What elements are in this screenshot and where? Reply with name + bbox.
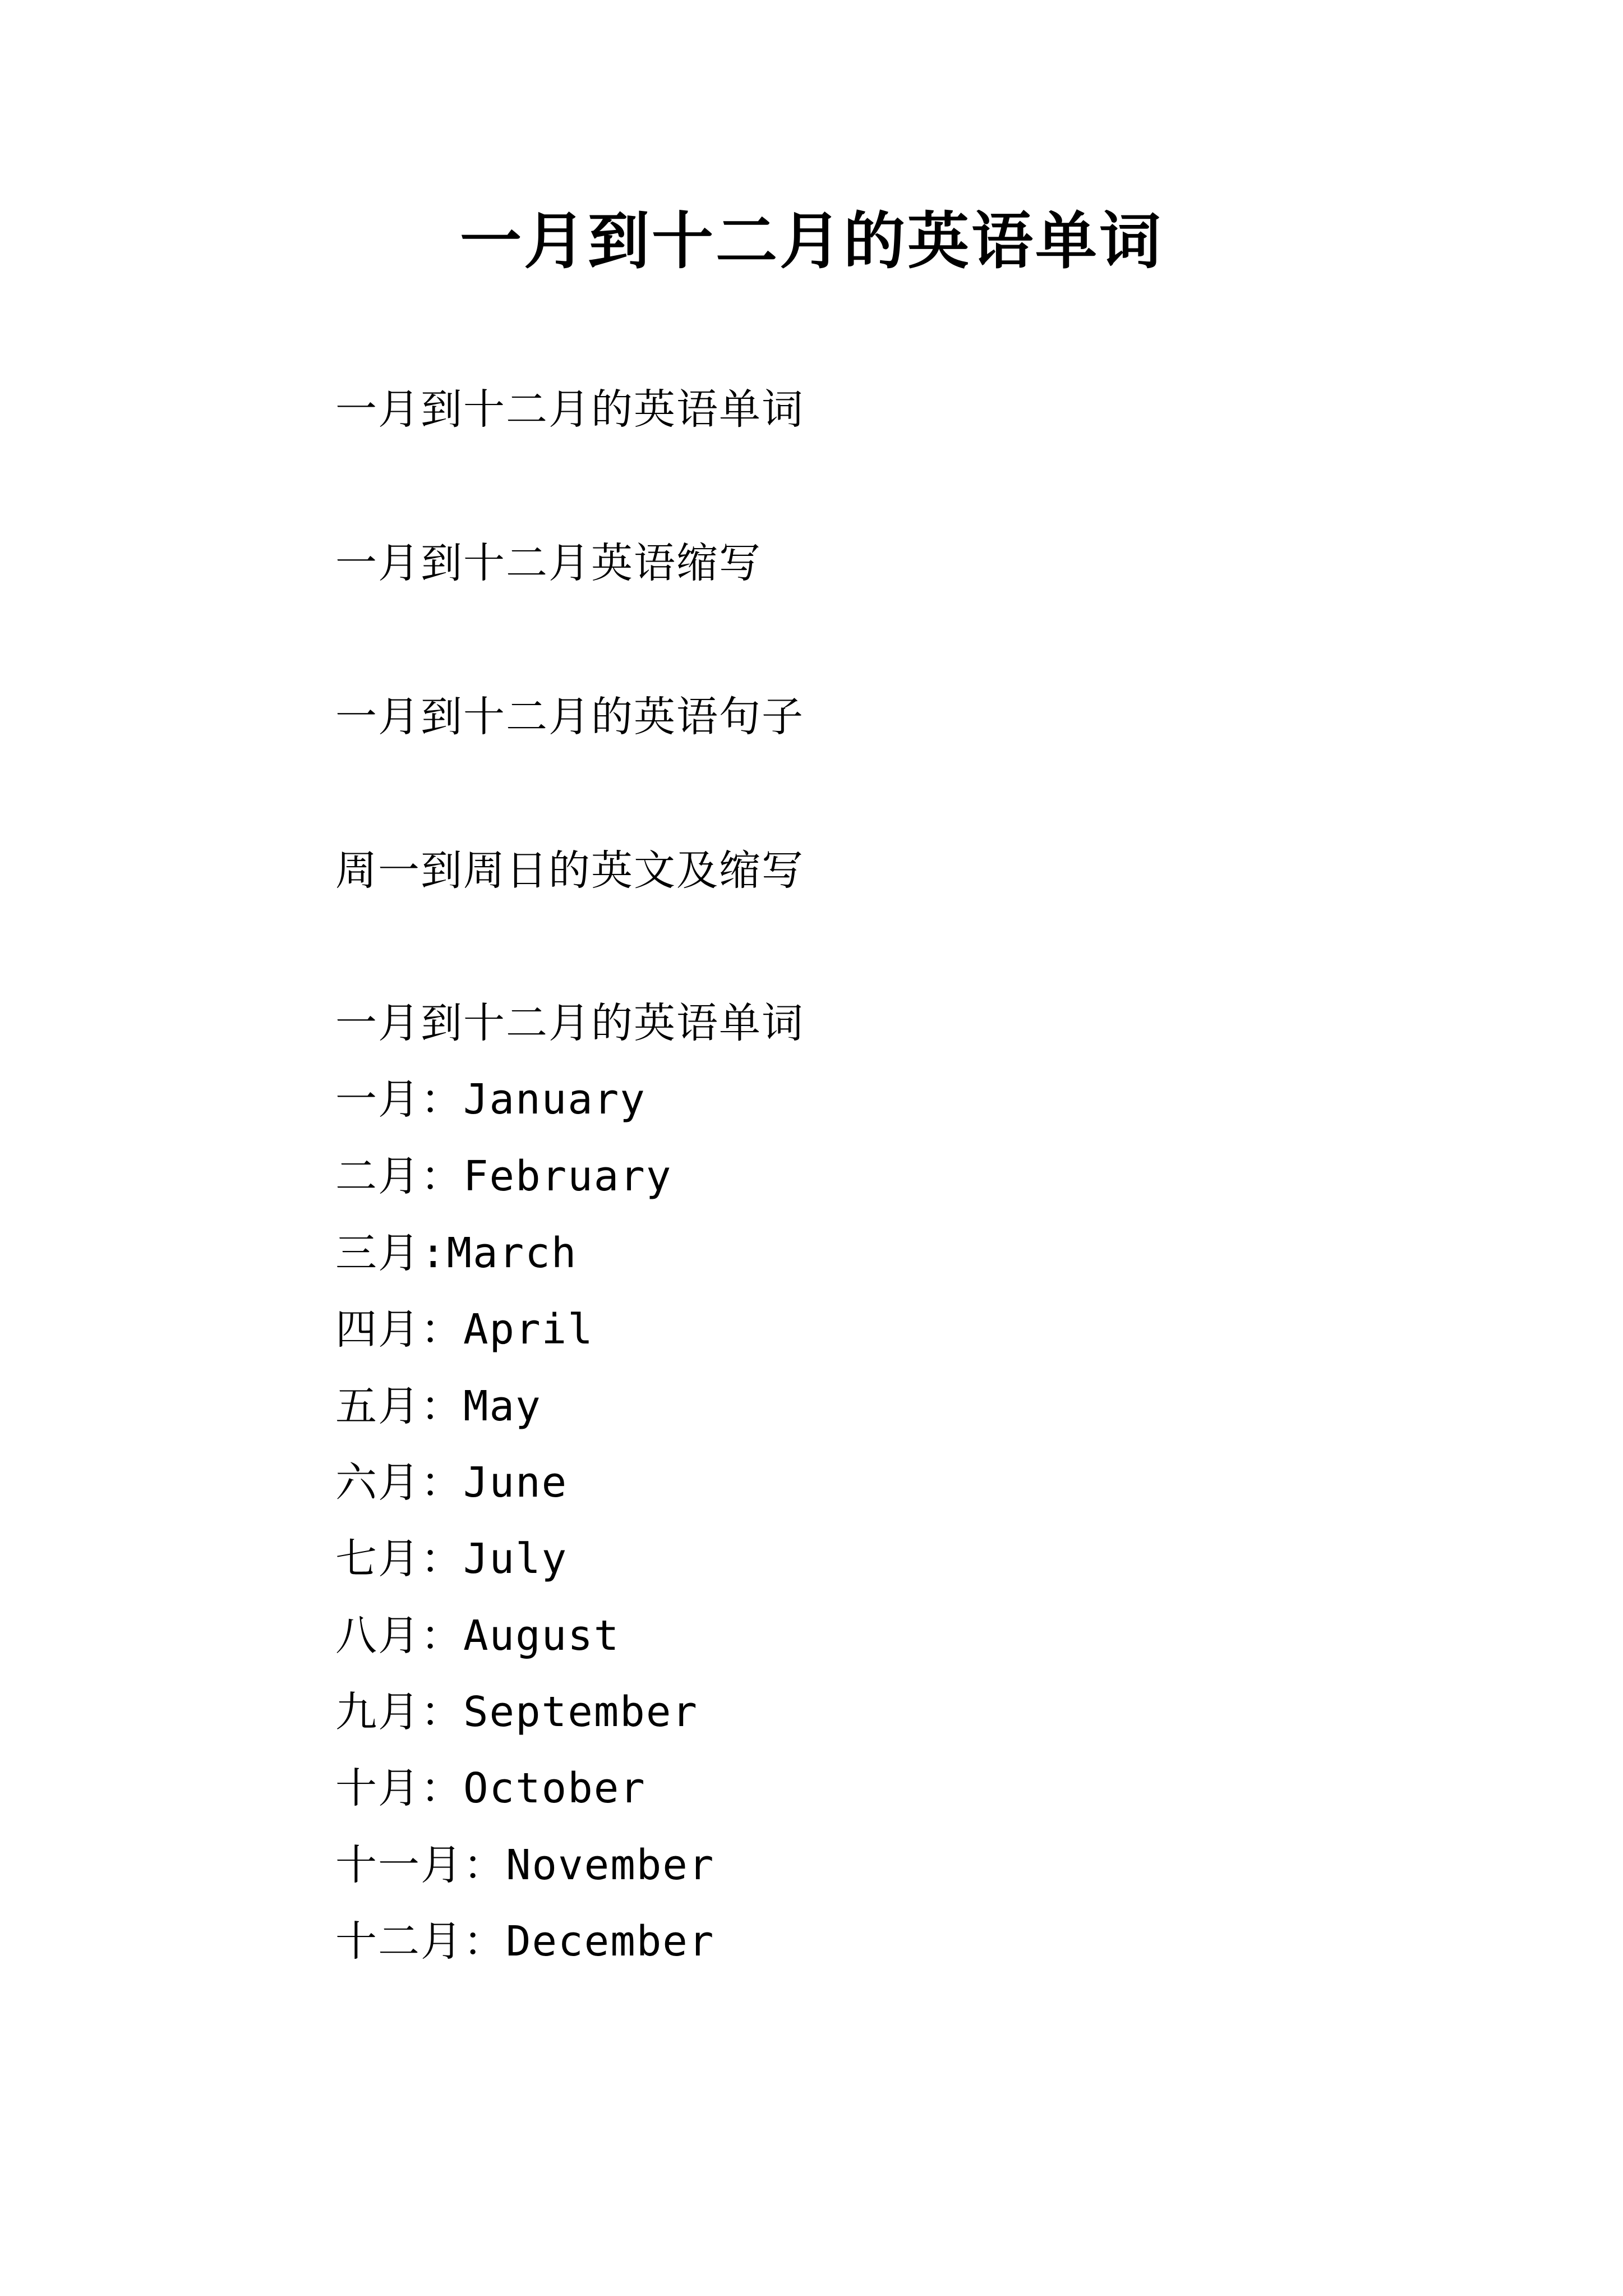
toc-item: 一月到十二月的英语单词 — [335, 385, 804, 434]
month-entry: 七月：July — [335, 1535, 568, 1583]
month-entry: 四月：April — [335, 1305, 594, 1354]
month-entry: 十二月：December — [335, 1917, 715, 1966]
month-entry: 一月：January — [335, 1075, 646, 1124]
month-entry: 十月：October — [335, 1764, 646, 1812]
month-entry: 二月：February — [335, 1152, 672, 1200]
toc-item: 一月到十二月的英语句子 — [335, 693, 804, 741]
month-entry: 五月：May — [335, 1382, 542, 1430]
toc-item: 一月到十二月英语缩写 — [335, 539, 762, 587]
month-entry: 六月：June — [335, 1458, 568, 1507]
month-entry: 九月：September — [335, 1688, 698, 1736]
toc-item: 周一到周日的英文及缩写 — [335, 846, 804, 895]
month-entry: 三月:March — [335, 1229, 578, 1277]
document-title: 一月到十二月的英语单词 — [460, 205, 1163, 277]
month-entry: 十一月：November — [335, 1841, 715, 1889]
section-heading: 一月到十二月的英语单词 — [335, 999, 804, 1047]
month-entry: 八月：August — [335, 1612, 620, 1660]
